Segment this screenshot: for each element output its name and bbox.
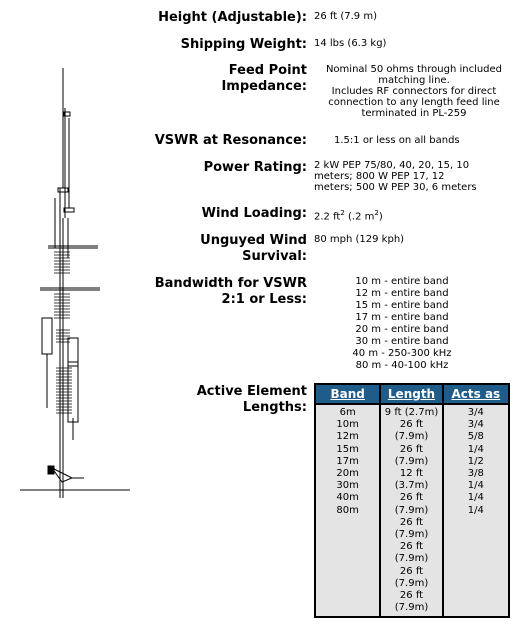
table-cell: 1/4 bbox=[467, 443, 484, 455]
active-element-label-1: Active Element bbox=[196, 384, 307, 399]
bandwidth-item: 80 m - 40-100 kHz bbox=[355, 360, 449, 371]
table-cell: 10m bbox=[336, 419, 359, 431]
table-cell: 1/2 bbox=[467, 455, 484, 467]
table-cell: 30m bbox=[336, 480, 359, 492]
band-column bbox=[316, 405, 381, 616]
feed-line: terminated in PL-259 bbox=[361, 108, 467, 119]
power-line: meters; 500 W PEP 30, 6 meters bbox=[314, 182, 477, 193]
table-cell: 3/8 bbox=[467, 468, 484, 480]
wind-value-main: 2.2 ft bbox=[314, 211, 341, 223]
table-header bbox=[316, 385, 508, 405]
wind-loading-value bbox=[314, 208, 383, 222]
header-band: Band bbox=[316, 385, 381, 403]
table-cell: 12 ft bbox=[399, 468, 424, 480]
table-cell: 6m bbox=[339, 407, 356, 418]
height-label: Height (Adjustable): bbox=[158, 10, 307, 25]
active-element-table bbox=[314, 383, 510, 618]
table-cell: 26 ft bbox=[399, 419, 424, 431]
bandwidth-item: 10 m - entire band bbox=[355, 276, 449, 287]
bandwidth-item: 40 m - 250-300 kHz bbox=[352, 348, 452, 359]
bandwidth-item: 30 m - entire band bbox=[355, 336, 449, 347]
wind-loading-label: Wind Loading: bbox=[201, 206, 307, 221]
table-cell: 12m bbox=[336, 431, 359, 443]
table-cell: 5/8 bbox=[467, 431, 484, 443]
table-cell: 26 ft bbox=[399, 492, 424, 504]
wind-value-end: ) bbox=[378, 211, 383, 223]
table-cell: (7.9m) bbox=[394, 455, 429, 467]
bandwidth-label-2: 2:1 or Less: bbox=[221, 292, 307, 307]
header-length: Length bbox=[381, 385, 443, 403]
table-cell: 40m bbox=[336, 492, 359, 504]
length-column bbox=[381, 405, 443, 616]
unguyed-label-1: Unguyed Wind bbox=[200, 233, 307, 248]
feed-line: connection to any length feed line bbox=[328, 97, 500, 108]
table-cell: (7.9m) bbox=[394, 553, 429, 565]
bandwidth-item: 12 m - entire band bbox=[355, 288, 449, 299]
table-cell: 20m bbox=[336, 468, 359, 480]
feed-line: Nominal 50 ohms through included bbox=[325, 64, 503, 75]
antenna-illustration bbox=[20, 68, 140, 504]
acts-as-column bbox=[444, 405, 508, 616]
wind-value-mid: (.2 m bbox=[344, 211, 375, 223]
unguyed-value: 80 mph (129 kph) bbox=[314, 234, 405, 245]
table-cell: 26 ft bbox=[399, 516, 424, 528]
table-cell: 1/4 bbox=[467, 504, 484, 516]
power-line: 2 kW PEP 75/80, 40, 20, 15, 10 bbox=[314, 160, 470, 171]
vswr-value: 1.5:1 or less on all bands bbox=[334, 135, 460, 146]
table-cell: 80m bbox=[336, 504, 359, 516]
bandwidth-item: 20 m - entire band bbox=[355, 324, 449, 335]
table-cell: 1/4 bbox=[467, 480, 484, 492]
wind-sup: 2 bbox=[340, 209, 345, 217]
table-cell: 9 ft (2.7m) bbox=[384, 407, 439, 418]
table-cell: 26 ft bbox=[399, 541, 424, 553]
table-cell: (3.7m) bbox=[394, 480, 429, 492]
table-cell: (7.9m) bbox=[394, 431, 429, 443]
feed-point-label-1: Feed Point bbox=[228, 63, 307, 78]
power-rating-label: Power Rating: bbox=[203, 160, 307, 175]
table-cell: 3/4 bbox=[467, 419, 484, 431]
table-cell: 26 ft bbox=[399, 443, 424, 455]
table-cell: 3/4 bbox=[467, 407, 484, 418]
wind-sup-2: 2 bbox=[374, 209, 379, 217]
table-cell: 17m bbox=[336, 455, 359, 467]
table-cell: (7.9m) bbox=[394, 504, 429, 516]
bandwidth-item: 15 m - entire band bbox=[355, 300, 449, 311]
table-cell: (7.9m) bbox=[394, 577, 429, 589]
shipping-weight-value: 14 lbs (6.3 kg) bbox=[314, 38, 387, 49]
bandwidth-item: 17 m - entire band bbox=[355, 312, 449, 323]
bandwidth-label-1: Bandwidth for VSWR bbox=[154, 276, 307, 291]
height-value: 26 ft (7.9 m) bbox=[314, 11, 377, 22]
feed-point-label-2: Impedance: bbox=[221, 79, 307, 94]
bandwidth-list bbox=[327, 276, 477, 372]
feed-point-value bbox=[314, 64, 514, 119]
table-cell: 15m bbox=[336, 443, 359, 455]
table-body bbox=[316, 405, 508, 616]
feed-line: matching line. bbox=[378, 75, 450, 86]
vswr-label: VSWR at Resonance: bbox=[154, 133, 307, 148]
table-cell: 1/4 bbox=[467, 492, 484, 504]
power-rating-value bbox=[314, 160, 477, 193]
header-acts-as: Acts as bbox=[451, 387, 501, 401]
table-cell: (7.9m) bbox=[394, 602, 429, 614]
unguyed-label-2: Survival: bbox=[242, 249, 307, 264]
table-cell: 26 ft bbox=[399, 590, 424, 602]
table-cell: 26 ft bbox=[399, 565, 424, 577]
active-element-label-2: Lengths: bbox=[242, 400, 307, 415]
feed-line: Includes RF connectors for direct bbox=[331, 86, 497, 97]
power-line: meters; 800 W PEP 17, 12 bbox=[314, 171, 445, 182]
table-cell: (7.9m) bbox=[394, 529, 429, 541]
shipping-weight-label: Shipping Weight: bbox=[180, 37, 307, 52]
